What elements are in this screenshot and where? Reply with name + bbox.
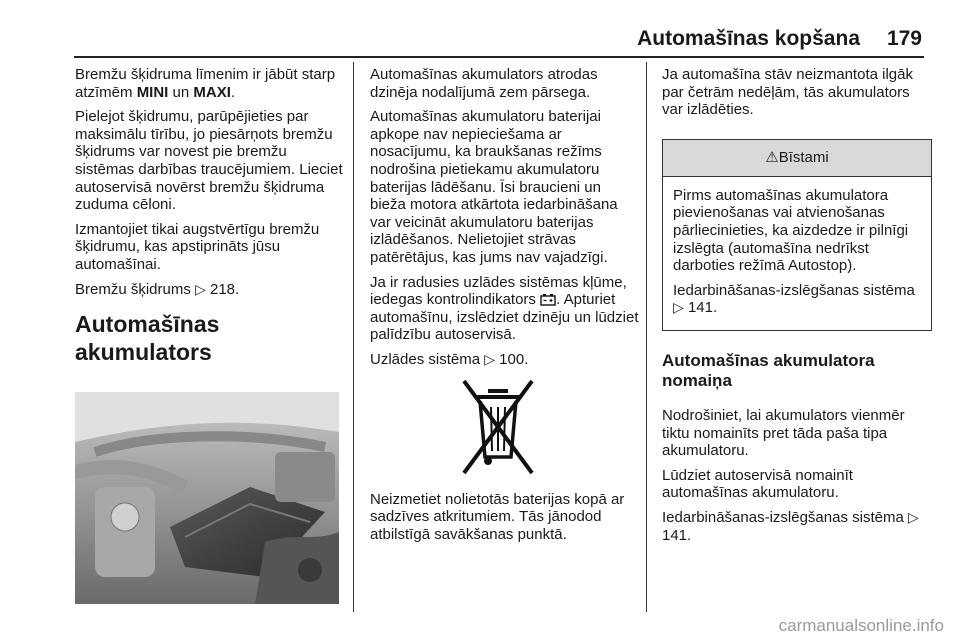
paragraph: Automašīnas akumulators atrodas dzinēja nodalījumā zem pārsega. <box>370 66 598 101</box>
column-right <box>662 66 932 551</box>
column-divider <box>646 62 647 612</box>
text: Ja ir radusies uzlādes sistēmas kļūme, iedegas kontrolindikators <box>370 273 627 309</box>
text: Bremžu šķidruma līmenim ir jābūt starp atzīmēm <box>75 66 336 101</box>
paragraph: Nodrošiniet, lai akumulators vienmēr tiktu nomainīts pret tāda paša tipa akumulatoru. <box>662 406 905 460</box>
min-label: MINI <box>136 83 169 101</box>
cross-reference[interactable] <box>673 282 921 317</box>
text: un <box>168 83 194 101</box>
max-label: MAXI <box>193 83 231 101</box>
danger-title: Bīstami <box>778 148 829 166</box>
page-reference-icon: ▷ <box>484 350 495 367</box>
page-number: 179 <box>886 27 922 50</box>
page-reference-icon: ▷ <box>195 280 206 297</box>
paragraph: Izmantojiet tikai augstvērtīgu bremžu šķidrumu, kas apstiprināts jūsu automašīnai. <box>75 220 320 273</box>
paragraph: Pielejot šķidrumu, parūpējieties par maksimālu tīrību, jo piesārņots bremžu šķidrums var novest pie bremžu sistēmas darbības traucējumiem. Lieciet autoservisā novērst bremžu šķidruma zuduma cēloni. <box>75 108 343 214</box>
reference-page: 141. <box>687 299 718 317</box>
paragraph: Automašīnas akumulatoru baterijai apkope nav nepieciešama ar nosacījumu, ka braukšanas režīms nodrošina pietiekamu akumulatoru baterijas lādēšanu. Īsi braucieni un bieža motora atkārtota iedarbināšana var veicināt akumulatoru baterijas izlādēšanos. Nelietojiet strāvas patērētājus, kas jums nav vajadzīgi. <box>370 108 618 266</box>
engine-compartment-photo <box>75 392 339 604</box>
paragraph: Pirms automašīnas akumulatora pievienošanas vai atvienošanas pārliecinieties, ka aizdedze ir pilnīgi izslēgta (automašīna nedrīkst darboties režīmā Autostop). <box>673 186 909 275</box>
cross-reference[interactable] <box>370 351 640 369</box>
text: . Apturiet automašīnu, izslēdziet dzinēju un lūdziet palīdzību autoservisā. <box>370 291 639 344</box>
page-header <box>0 26 960 60</box>
cross-reference[interactable] <box>662 509 932 544</box>
reference-page: 218. <box>209 280 240 298</box>
paragraph: Lūdziet autoservisā nomainīt automašīnas akumulatoru. <box>662 466 853 502</box>
page-reference-icon: ▷ <box>907 508 919 525</box>
battery-warning-icon <box>540 293 556 306</box>
header-rule <box>74 56 924 58</box>
column-divider <box>353 62 354 612</box>
danger-box-header <box>663 140 931 177</box>
danger-box-body <box>663 177 931 330</box>
text: Bremžu šķidrums <box>75 280 191 298</box>
danger-box <box>662 139 932 331</box>
cross-reference[interactable] <box>75 281 350 299</box>
text: Iedarbināšanas-izslēgšanas sistēma <box>673 281 915 299</box>
subsection-heading: Automašīnas akumulatora nomaiņa <box>662 350 875 390</box>
text: Iedarbināšanas-izslēgšanas sistēma <box>662 508 904 526</box>
paragraph: Neizmetiet nolietotās baterijas kopā ar sadzīves atkritumiem. Tās jānodod atbilstīgā savākšanas punktā. <box>370 490 625 543</box>
section-title: Automašīnas kopšana <box>637 27 860 50</box>
paragraph <box>370 274 640 344</box>
reference-page: 100. <box>499 350 529 368</box>
paragraph: Ja automašīna stāv neizmantota ilgāk par četrām nedēļām, tās akumulators var izlādēties. <box>662 66 913 119</box>
section-heading: Automašīnas akumulators <box>75 311 220 366</box>
column-left <box>75 66 350 604</box>
danger-triangle-icon: ⚠ <box>765 148 779 166</box>
column-middle <box>370 66 640 550</box>
paragraph <box>75 66 350 101</box>
page-reference-icon: ▷ <box>673 299 684 316</box>
watermark: carmanualsonline.info <box>778 616 944 635</box>
text: . <box>230 83 236 101</box>
crossed-out-bin-icon <box>458 377 538 477</box>
reference-page: 141. <box>662 526 692 544</box>
text: Uzlādes sistēma <box>370 350 481 368</box>
